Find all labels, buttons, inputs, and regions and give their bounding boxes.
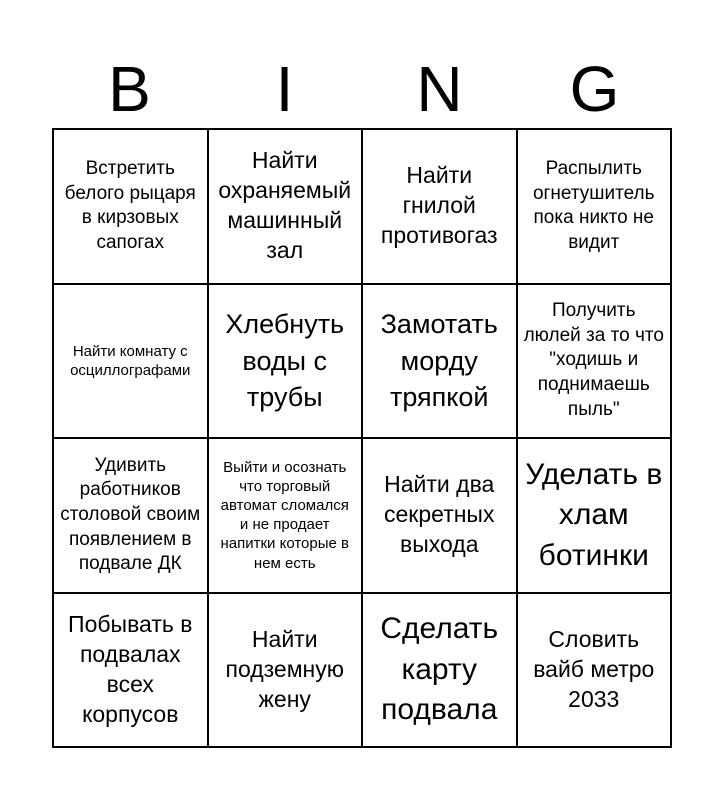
bingo-cell[interactable] [54,285,209,440]
bingo-cell[interactable] [209,439,364,594]
cell-text: Найти гнилой противогаз [380,162,498,249]
bingo-cell[interactable] [518,594,673,749]
bingo-cell[interactable] [518,130,673,285]
cell-text: Найти комнату с осциллографами [70,342,191,379]
cell-text: Хлебнуть воды с трубы [225,309,345,412]
bingo-cell[interactable] [209,594,364,749]
bingo-cell[interactable] [54,594,209,749]
cell-text: Уделать в хлам ботинки [525,457,663,572]
bingo-cell[interactable] [209,285,364,440]
bingo-cell[interactable] [54,130,209,285]
bingo-cell[interactable] [54,439,209,594]
cell-text: Выйти и осознать что торговый автомат сломался и не продает напитки которые в нем есть [220,458,349,572]
cell-text: Встретить белого рыцаря в кирзовых сапогах [64,157,196,253]
cell-text: Найти подземную жену [225,625,344,712]
cell-text: Удивить работников столовой своим появлением в подвале ДК [60,454,201,575]
bingo-cell[interactable] [363,594,518,749]
bingo-grid [52,128,672,748]
bingo-cell[interactable] [518,285,673,440]
bingo-cell[interactable] [363,130,518,285]
header-letter-i: I [275,53,294,125]
bingo-header [52,50,672,128]
bingo-cell[interactable] [363,285,518,440]
header-letter-b: B [108,53,151,125]
header-letter-g: G [569,53,620,125]
cell-text: Распылить огнетушитель пока никто не видит [532,157,655,253]
header-letter-n: N [416,53,463,125]
bingo-cell[interactable] [209,130,364,285]
cell-text: Словить вайб метро 2033 [533,625,655,712]
cell-text: Побывать в подвалах всех корпусов [68,610,193,727]
cell-text: Найти охраняемый машинный зал [218,147,352,264]
cell-text: Найти два секретных выхода [384,471,495,558]
cell-text: Сделать карту подвала [380,612,499,726]
cell-text: Замотать морду тряпкой [380,309,498,412]
bingo-cell[interactable] [518,439,673,594]
cell-text: Получить люлей за то что "ходишь и поднимаешь пыль" [523,300,664,420]
bingo-cell[interactable] [363,439,518,594]
